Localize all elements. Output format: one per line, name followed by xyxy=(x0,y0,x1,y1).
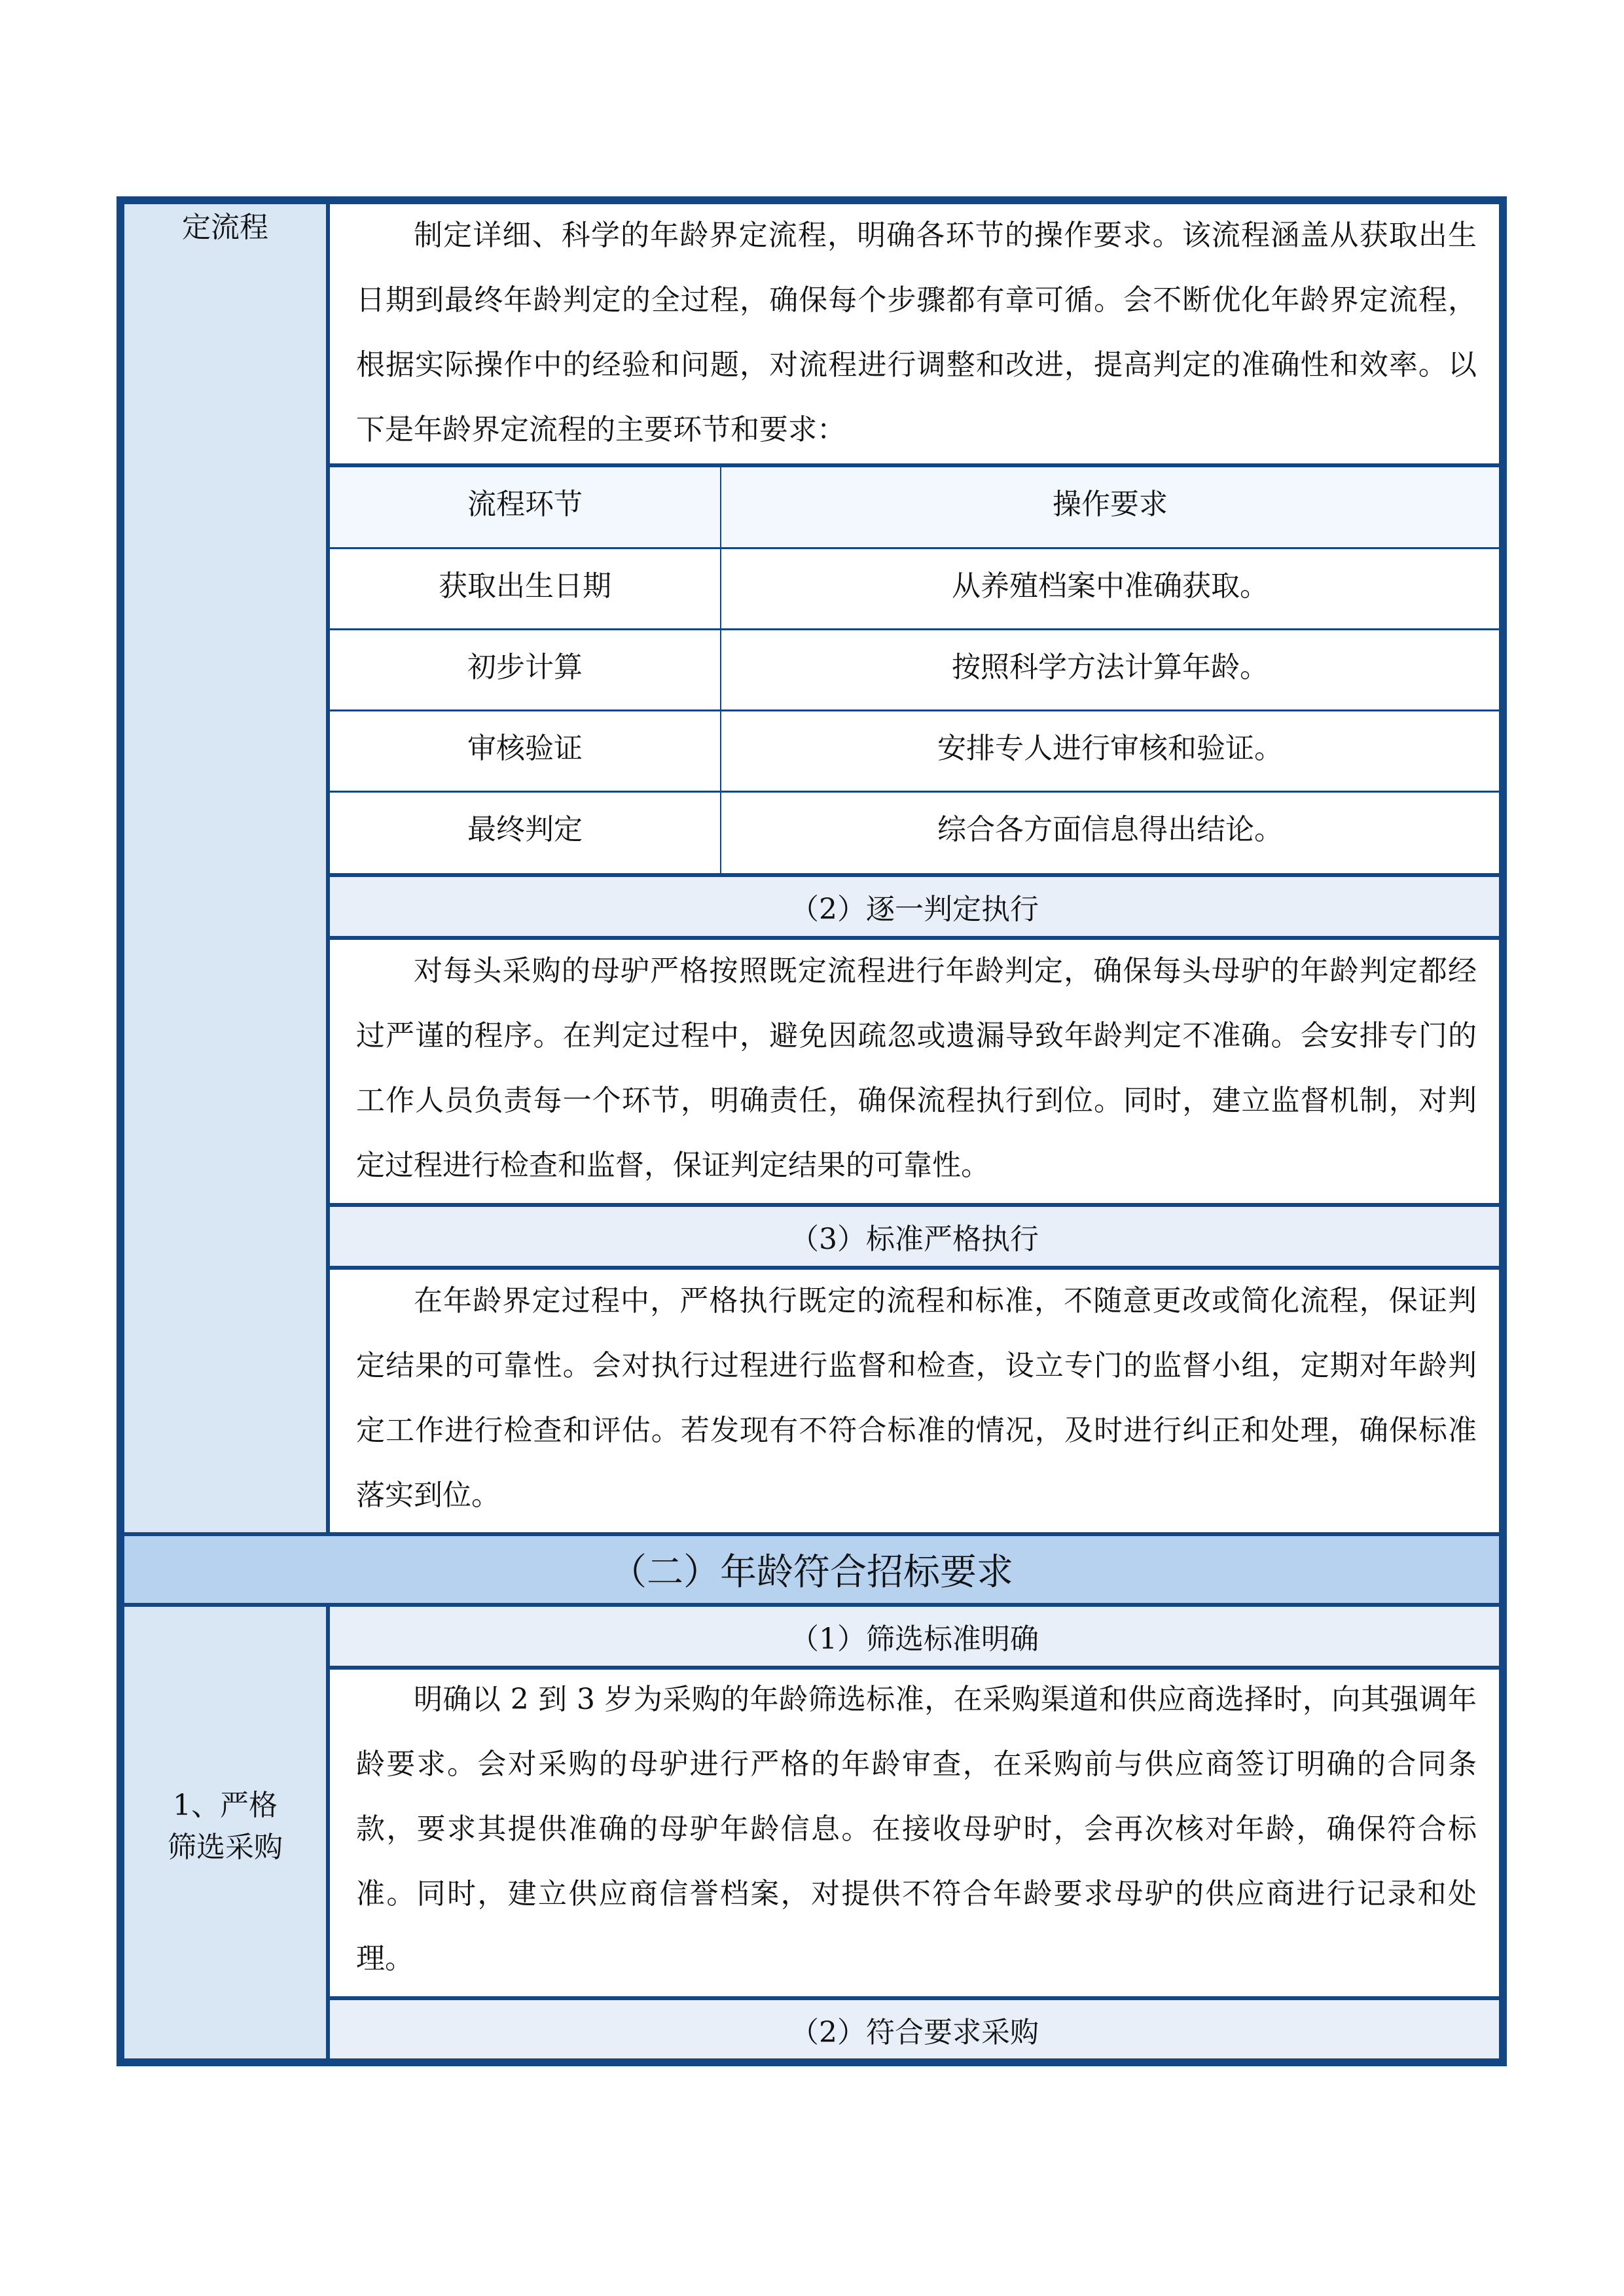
subsection-body: 在年龄界定过程中，严格执行既定的流程和标准，不随意更改或简化流程，保证判定结果的可靠性。会对执行过程进行监督和检查，设立专门的监督小组，定期对年龄判定工作进行检查和评估。若发现有不符合标准的情况，及时进行纠正和处理，确保标准落实到位。 xyxy=(356,1284,1477,1512)
table-cell-step: 获取出生日期 xyxy=(439,569,611,603)
table-cell-requirement: 综合各方面信息得出结论。 xyxy=(937,813,1283,846)
left-label-cell xyxy=(124,1607,326,2058)
left-label: 定流程 xyxy=(182,211,268,244)
table-cell-step: 审核验证 xyxy=(467,732,583,765)
subsection-body: 明确以 2 到 3 岁为采购的年龄筛选标准，在采购渠道和供应商选择时，向其强调年龄要求。会对采购的母驴进行严格的年龄审查，在采购前与供应商签订明确的合同条款，要求其提供准确的母驴年龄信息。在接收母驴时，会再次核对年龄，确保符合标准。同时，建立供应商信誉档案，对提供不符合年龄要求母驴的供应商进行记录和处理。 xyxy=(356,1683,1477,1975)
table-cell-requirement: 从养殖档案中准确获取。 xyxy=(952,569,1269,603)
subsection-title: （2）逐一判定执行 xyxy=(330,877,1499,936)
subsection-title: （3）标准严格执行 xyxy=(330,1207,1499,1266)
left-label: 1、严格筛选采购 xyxy=(168,1789,283,1864)
subsection-body-cell xyxy=(330,1270,1499,1532)
subsection-body: 对每头采购的母驴严格按照既定流程进行年龄判定，确保每头母驴的年龄判定都经过严谨的程序。在判定过程中，避免因疏忽或遗漏导致年龄判定不准确。会安排专门的工作人员负责每一个环节，明确责任，确保流程执行到位。同时，建立监督机制，对判定过程进行检查和监督，保证判定结果的可靠性。 xyxy=(356,954,1477,1182)
left-label-cell xyxy=(124,204,326,1532)
intro-paragraph-cell xyxy=(330,204,1499,463)
subsection-body-cell xyxy=(330,1670,1499,1996)
section-title: （二）年龄符合招标要求 xyxy=(124,1536,1499,1603)
subsection-body-cell xyxy=(330,940,1499,1203)
table-cell-step: 初步计算 xyxy=(467,651,583,684)
intro-paragraph: 制定详细、科学的年龄界定流程，明确各环节的操作要求。该流程涵盖从获取出生日期到最终年龄判定的全过程，确保每个步骤都有章可循。会不断优化年龄界定流程，根据实际操作中的经验和问题，对流程进行调整和改进，提高判定的准确性和效率。以下是年龄界定流程的主要环节和要求： xyxy=(356,219,1477,446)
subsection-title: （2）符合要求采购 xyxy=(330,2000,1499,2058)
header-process-step: 流程环节 xyxy=(467,488,583,521)
process-table xyxy=(330,467,1499,873)
table-cell-requirement: 按照科学方法计算年龄。 xyxy=(952,651,1269,684)
table-cell-step: 最终判定 xyxy=(467,813,583,846)
subsection-title: （1）筛选标准明确 xyxy=(330,1607,1499,1666)
table-cell-requirement: 安排专人进行审核和验证。 xyxy=(937,732,1283,765)
header-requirement: 操作要求 xyxy=(1053,488,1168,521)
